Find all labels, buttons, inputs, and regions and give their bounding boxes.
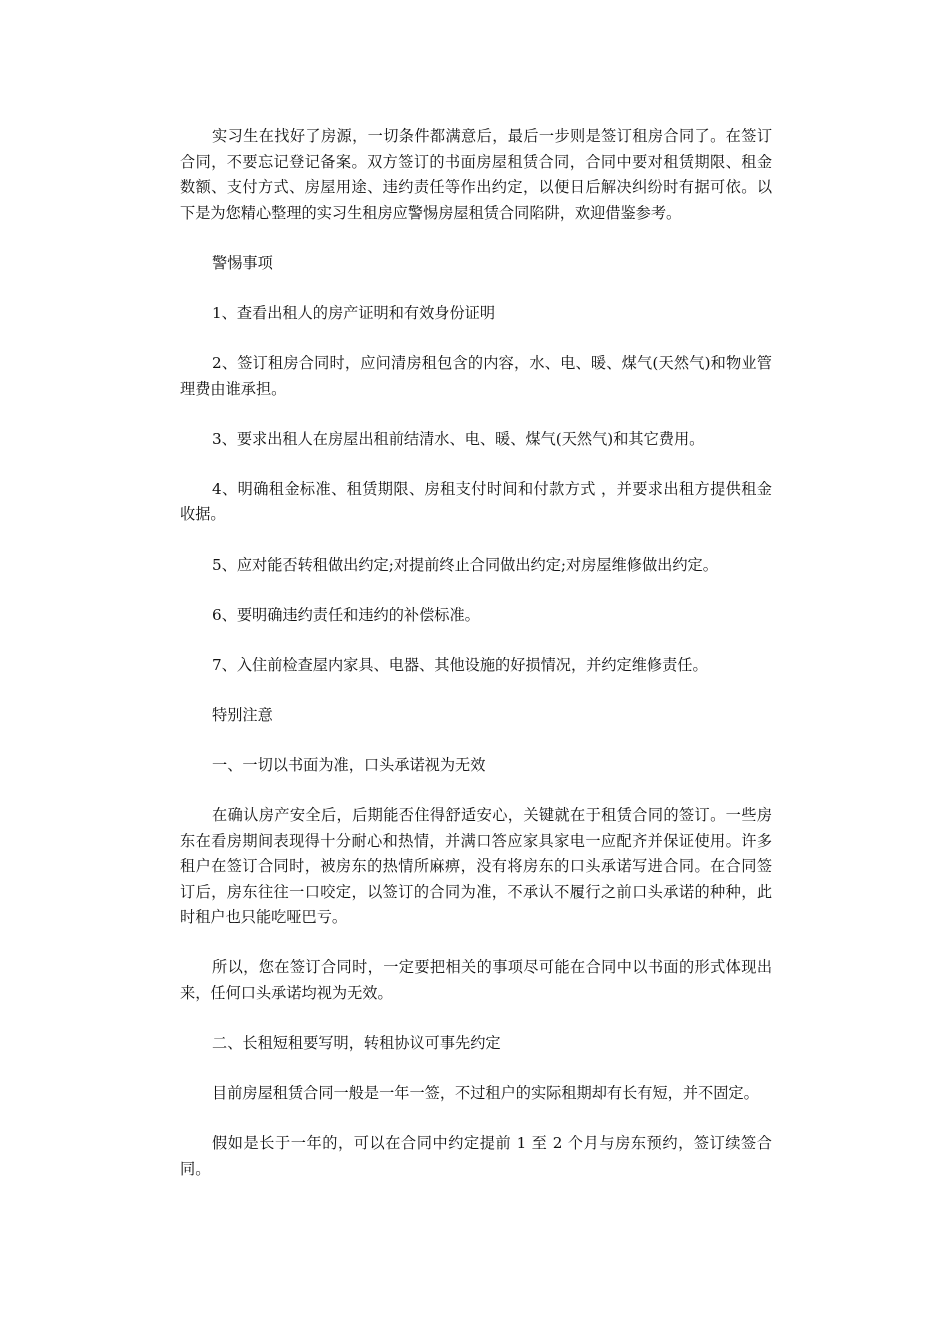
document-body [180, 124, 772, 1207]
precaution-item-7: 7、入住前检查屋内家具、电器、其他设施的好损情况，并约定维修责任。 [212, 655, 708, 674]
subheading-written-agreement: 一、一切以书面为准，口头承诺视为无效 [212, 755, 486, 774]
intro-paragraph: 实习生在找好了房源，一切条件都满意后，最后一步则是签订租房合同了。在签订合同，不要忘记登记备案。双方签订的书面房屋租赁合同，合同中要对租赁期限、租金数额、支付方式、房屋用途、违约责任等作出约定，以便日后解决纠纷时有据可依。以下是为您精心整理的实习生租房应警惕房屋租赁合同陷阱，欢迎借鉴参考。 [180, 127, 772, 222]
precaution-item-2: 2、签订租房合同时，应问清房租包含的内容，水、电、暖、煤气(天然气)和物业管理费由谁承担。 [180, 354, 772, 398]
section-heading-precautions: 警惕事项 [212, 253, 273, 272]
precaution-item-3: 3、要求出租人在房屋出租前结清水、电、暖、煤气(天然气)和其它费用。 [212, 429, 705, 448]
precaution-item-6: 6、要明确违约责任和违约的补偿标准。 [212, 605, 480, 624]
precaution-item-4: 4、明确租金标准、租赁期限、房租支付时间和付款方式 ，并要求出租方提供租金收据。 [180, 479, 772, 524]
precaution-item-1: 1、查看出租人的房产证明和有效身份证明 [212, 303, 496, 322]
paragraph-written-agreement-detail: 在确认房产安全后，后期能否住得舒适安心，关键就在于租赁合同的签订。一些房东在看房期间表现得十分耐心和热情，并满口答应家具家电一应配齐并保证使用。许多租户在签订合同时，被房东的热情所麻痹，没有将房东的口头承诺写进合同。在合同签订后，房东往往一口咬定，以签订的合同为准，不承认不履行之前口头承诺的种种，此时租户也只能吃哑巴亏。 [180, 806, 772, 927]
paragraph-lease-renewal: 假如是长于一年的，可以在合同中约定提前 1 至 2 个月与房东预约，签订续签合同。 [180, 1134, 772, 1178]
paragraph-lease-term-detail: 目前房屋租赁合同一般是一年一签，不过租户的实际租期却有长有短，并不固定。 [212, 1084, 759, 1103]
paragraph-written-agreement-conclusion: 所以，您在签订合同时，一定要把相关的事项尽可能在合同中以书面的形式体现出来，任何口头承诺均视为无效。 [180, 958, 772, 1003]
section-heading-special-notes: 特别注意 [212, 705, 273, 724]
precaution-item-5: 5、应对能否转租做出约定;对提前终止合同做出约定;对房屋维修做出约定。 [212, 555, 718, 574]
subheading-lease-term: 二、长租短租要写明，转租协议可事先约定 [212, 1034, 501, 1053]
